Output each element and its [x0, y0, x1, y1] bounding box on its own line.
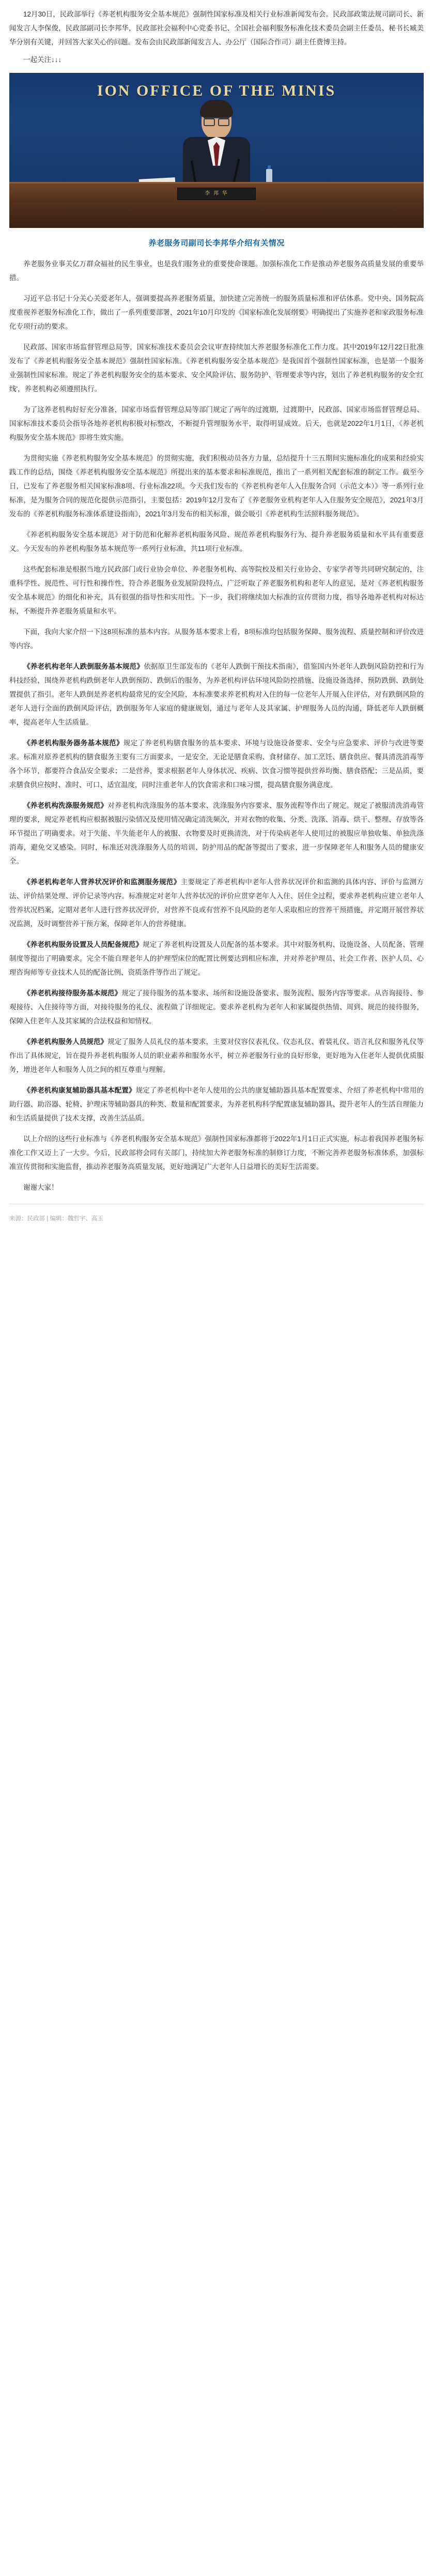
section-text: 规定了养老机构膳食服务的基本要求、环境与设施设备要求、安全与应急要求、评价与改进等要求。标准对原养老机构的膳食服务主要有三方面要求，一是安全，无论是膳食采购、食材储存、加工烹饪、膳食供应、餐具清洗消毒等各个环节，都要符合食品安全要求；二是营养，要求根据老年人身体状况、疾病、饮食习惯等提供营养均衡、膳食搭配；三是品质，要求膳食供应按时、准时、可口、适宜温度，同时注重老年人的饮食需求和口味习惯，提高膳食服务满意度。 — [9, 739, 424, 789]
page-title: 养老服务司副司长李邦华介绍有关情况 — [148, 238, 285, 248]
paragraph: 民政部、国家市场监督管理总局等，国家标准技术委员会会议审查持续加大养老服务标准化工作力度。其中2019年12月22日批准发布了《养老机构服务安全基本规范》强制性国家标准。《养老机构服务安全基本规范》是我国首个强制性国家标准，也是第一个服务业强制性国家标准。规定了养老机构服务安全的基本要求、安全风险评估、服务防护、管理要求等内容，划出了养老机构服务的安全'红线'，养老机构必须遵照执行。 — [9, 343, 424, 393]
section-text: 规定了接待服务的基本要求、场所和设施设备要求、服务流程、服务内容等要求。从咨询接待、参观接待、入住接待等方面，对接待服务的礼仪、流程做了详细规定。要求养老机构为老年人和家属提供热情、周到、规范的接待服务，保障入住老年人及其家属的合法权益和知情权。 — [9, 989, 424, 1025]
paragraph: 养老服务业事关亿万群众福祉的民生事业，也是我们服务业的重要使命课题。加强标准化工作是推动养老服务高质量发展的重要举措。 — [9, 260, 424, 282]
section-title: 《养老机构老年人营养状况评价和监测服务规范》 — [23, 878, 181, 886]
section-block — [9, 736, 424, 792]
speaker-head — [202, 103, 231, 139]
glasses-icon — [204, 117, 229, 125]
source-credit: 来源：民政部 | 编辑：魏哲宇、高玉 — [9, 1216, 103, 1222]
intro-block — [0, 0, 433, 53]
speaker-hair — [200, 100, 233, 117]
section-block — [9, 986, 424, 1028]
paragraph: 习近平总书记十分关心关爱老年人，强调要提高养老服务质量，加快建立完善统一的服务质量标准和评估体系。党中央、国务院高度重视养老服务标准化工作，做出了一系列重要部署，2021年10月印发的《国家标准化发展纲要》明确提出了实施养老和家政服务标准化专项行动的要求。 — [9, 295, 424, 331]
section-text: 主要规定了养老机构中老年人营养状况评价和监测的具体内容、评价与监测方法、评价结果处理、评价记录等内容。标准规定对老年人营养状况的评价应贯穿老年人入住、居住全过程，要求养老机构应建立老年人营养状况档案，定期对老年人进行营养状况评价，对营养不良或有营养不良风险的老年人采取相应的营养干预措施，并定期开展营养状况监测，及时调整营养干预方案，保障老年人的营养健康。 — [9, 878, 424, 928]
paragraph: 以上介绍的这些行业标准与《养老机构服务安全基本规范》强制性国家标准都将于2022年1月1日正式实施，标志着我国养老服务标准化工作又迈上了一大步。今后，民政部将会同有关部门，持续加大养老服务标准的制修订力度，不断完善养老服务标准体系，加强标准宣传贯彻和实施监督，推动养老服务高质量发展，更好地满足广大老年人日益增长的美好生活需要。 — [9, 1135, 424, 1171]
speaker-nameplate: 李 邦 华 — [177, 188, 256, 200]
attention-line: 一起关注↓↓↓ — [23, 56, 62, 64]
press-conference-photo — [9, 73, 424, 228]
speaker-suit — [183, 137, 250, 187]
paragraph: 《养老机构服务安全基本规范》对于防范和化解养老机构服务风险、规范养老机构服务行为、提升养老服务质量和水平具有重要意义。今天发布的养老机构服务基本规范等一系列行业标准，共11项行业标准。 — [9, 531, 424, 553]
paragraph: 这些配套标准是根据当地方民政部门或行业协会单位、养老服务机构、高等院校及相关行业协会、专家学者等共同研究制定的，注重科学性、规范性、可行性和操作性，符合养老服务业发展阶段特点，广泛听取了养老服务机构和老年人的意见，是对《养老机构服务安全基本规范》的细化和补充，具有很强的指导性和实用性。下一步，我们将继续加大标准的宣传贯彻力度，指导各地养老机构对标达标，不断提升养老服务质量和水平。 — [9, 565, 424, 616]
section-title: 《养老机构服务设置及人员配备规范》 — [23, 941, 143, 949]
article-page — [0, 0, 433, 1236]
section-title: 《养老机构接待服务基本规范》 — [23, 989, 122, 998]
section-block — [9, 875, 424, 931]
section-block — [9, 938, 424, 979]
section-block — [9, 1035, 424, 1077]
section-title: 《养老机构服务器务基本规范》 — [23, 739, 123, 747]
photo-banner-text: ION OFFICE OF THE MINIS — [97, 82, 336, 99]
section-text: 依据原卫生部发布的《老年人跌倒干预技术指南》，借鉴国内外老年人跌倒风险防控和行为科技经验，围绕养老机构跌倒老年人跌倒预防、跌倒后的服务，为养老机构评估环境风险防控措施、设施设备选择、预防跌倒、跌倒处置提供了指引。老年人跌倒是养老机构最常见的安全风险，本标准要求养老机构对入住的每一位老年人开展入住评估，对有跌倒风险的老年人进行全面的跌倒风险评估，跌倒服务年人家庭的健康规划，通过与老年人及其家属、护理服务人员的沟通，降低老年人跌倒概率，提高老年人生活质量。 — [9, 663, 424, 727]
intro-paragraph: 12月30日，民政部举行《养老机构服务安全基本规范》强制性国家标准及相关行业标准新闻发布会。民政部政策法规司副司长、新闻发言人李保俊，民政部副司长李邦华，民政部社会福利中心党委书记、全国社会福利服务标准化技术委员会副主任委员、秘书长臧美华分别有关键，并回答大家关心的问题。发布会由民政部新闻发言人、办公厅（国际合作司）副主任费博主持。 — [9, 10, 424, 46]
section-text: 规定了养老机构中老年人使用的公共的康复辅助器具基本配置要求、介绍了养老机构中常用的助行器、助浴器、轮椅、护理床等辅助器具的种类、数量和配置要求，为养老机构科学配置康复辅助器具、提升老年人的生活自理能力和生活质量提供了技术支撑，改善生活品质。 — [9, 1086, 424, 1123]
section-title: 《养老机构康复辅助器具基本配置》 — [23, 1086, 136, 1095]
section-block — [9, 799, 424, 868]
section-block — [9, 1083, 424, 1125]
section-text: 规定了服务人员礼仪的基本要求，主要对仪容仪表礼仪、仪态礼仪、着装礼仪、语言礼仪和服务礼仪等作出了具体规定，旨在提升养老机构服务人员的职业素养和服务水平，树立养老服务行业的良好形象，更好地为入住老年人提供优质服务，增进老年人和服务人员之间的相互尊重与理解。 — [9, 1038, 424, 1074]
section-block — [9, 660, 424, 729]
paragraph: 下面，我向大家介绍一下这8项标准的基本内容。从服务基本要求上看，8项标准均包括服务保障、服务流程、质量控制和评价改进等内容。 — [9, 628, 424, 650]
paragraph: 为了这养老机构好好充分准备，国家市场监督管理总局等部门规定了两年的过渡期，过渡期中，民政部、国家市场监督管理总局、国家标准技术委员会指导各地养老机构积极对标整改，不断提升管理服务水平，取得明显成效。后天，也就是2022年1月1日，《养老机构服务安全基本规范》即将生效实施。 — [9, 406, 424, 442]
article-body — [0, 257, 433, 1194]
section-title: 《养老机构老年人跌倒服务基本规范》 — [23, 663, 144, 671]
section-title: 《养老机构洗涤服务规范》 — [23, 802, 108, 810]
paragraph: 为贯彻实施《养老机构服务安全基本规范》的贯彻实施，我们积极动员各方力量，总结提升十三五期间实施标准化的成果和经验实践工作的总结，围绕《养老机构服务安全基本规范》所提出来的基本要求和标准规范，推出了一系列相关配套标准的制定工作。截至今日，已发布了养老服务相关国家标准8项、行业标准22项。今天我们发布的《养老机构老年人入住服务合同（示范文本）》等一系列行业标准，是为服务合同的规范化提供示范指引，主要包括：2019年12月发布了《养老服务业机构老年人入住服务安全规范》，2021年3月发布的《养老机构服务标准体系建设指南》，2021年3月发布的相关标准，做会吸引《养老机构生活照料服务规范》。 — [9, 454, 424, 518]
section-text: 规定了养老机构设置及人员配备的基本要求。其中对服务机构、设施设备、人员配备、管理制度等提出了明确要求。完全不能自理老年人的护理型床位的配置比例要达到相应标准，并对养老护理员、社会工作者、医护人员、心理咨询师等专业技术人员的配备比例、资质条件等作出了规定。 — [9, 941, 424, 977]
section-title: 《养老机构服务人员规范》 — [23, 1038, 108, 1046]
paragraph: 谢谢大家！ — [23, 1184, 58, 1192]
section-text: 对养老机构洗涤服务的基本要求、洗涤服务内容要求、服务流程等作出了规定。规定了被服清洗消毒管理的要求，规定养老机构应根据被服污染情况及使用情况确定清洗频次，并对衣物的收集、分类、洗涤、消毒、烘干、整理、存放等各环节提出了明确要求。对于失能、半失能老年人的被服、衣物要及时更换清洗，对于传染病老年人使用过的被服应单独收集、单独洗涤消毒，避免交叉感染。同时，标准还对洗涤服务人员的培训、防护用品的配备等提出了要求，进一步保障老年人和服务人员的健康安全。 — [9, 802, 424, 866]
